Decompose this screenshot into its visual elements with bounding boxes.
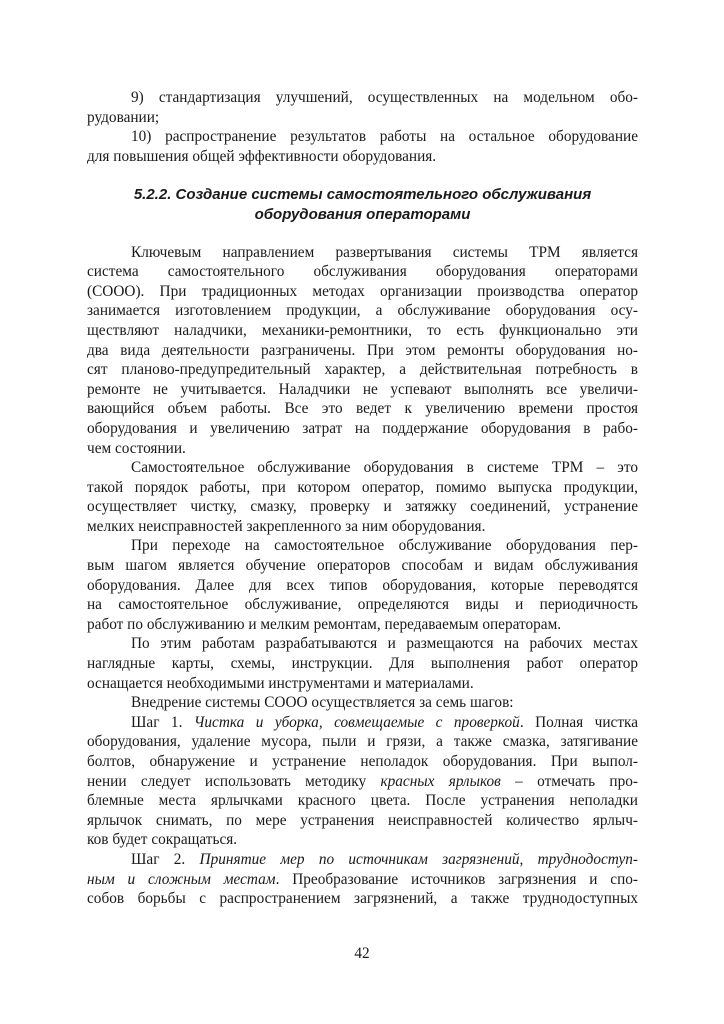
text-line: По этим работам разрабатываются и размещаются на рабочих местах	[131, 635, 638, 653]
step-1-text: – отмечать про-	[500, 772, 639, 790]
text-line: ремонте не учитывается. Наладчики не успевают выполнять все увеличи-	[87, 380, 638, 398]
step-1-title: Чистка и уборка, совмещаемые с проверкой	[193, 713, 520, 731]
text-line: оснащается необходимыми инструментами и материалами.	[87, 674, 474, 692]
text-line: 9) стандартизация улучшений, осуществленных на модельном обо-	[131, 89, 638, 106]
step-2-title: Принятие мер по источникам загрязнений, труднодоступ-	[199, 850, 638, 868]
text-line: оборудования и увеличению затрат на поддержание оборудования в рабо-	[87, 419, 638, 437]
text-line: ков будет сокращаться.	[87, 831, 238, 849]
text-line: оборудования, удаление мусора, пыли и грязи, а также смазка, затягивание	[87, 733, 638, 751]
text-line: работ по обслуживанию и мелким ремонтам, передаваемым операторам.	[87, 615, 562, 633]
text-line	[87, 772, 638, 792]
text-line: ярлычок снимать, по мере устранения неисправностей количество ярлыч-	[87, 811, 638, 829]
step-1-text: нении следует использовать методику	[87, 772, 381, 790]
text-line	[87, 713, 638, 733]
text-line: для повышения общей эффективности оборудования.	[87, 147, 437, 165]
section-heading	[87, 185, 638, 224]
step-1	[87, 713, 638, 850]
step-1-prefix: Шаг 1.	[131, 713, 194, 731]
list-item-10	[87, 127, 638, 166]
text-line	[87, 870, 638, 890]
text-line: занимается изготовлением продукции, а обслуживание оборудования осу-	[87, 302, 638, 320]
section-heading-line-1: 5.2.2. Создание системы самостоятельного обслуживания	[133, 186, 592, 204]
text-line: мелких неисправностей закрепленного за ним оборудования.	[87, 517, 486, 535]
text-line: сят планово-предупредительный характер, а действительная потребность в	[87, 361, 638, 379]
text-line: блемные места ярлычками красного цвета. После устранения неполадки	[87, 792, 638, 810]
text-line: вым шагом является обучение операторов способам и видам обслуживания	[87, 557, 638, 575]
paragraph-4	[87, 634, 638, 693]
red-tags-term: красных ярлыков	[380, 772, 501, 790]
text-line: чем состоянии.	[87, 439, 186, 457]
text-line: болтов, обнаружение и устранение неполадок оборудования. При выпол-	[87, 753, 638, 770]
text-line: такой порядок работы, при котором оператор, помимо выпуска продукции,	[87, 478, 638, 496]
paragraph-3	[87, 536, 638, 634]
text-line: вающийся объем работы. Все это ведет к увеличению времени простоя	[87, 400, 638, 418]
list-item-9	[87, 88, 638, 127]
step-2-text: . Преобразование источников загрязнения и спо-	[275, 870, 638, 888]
paragraph-1	[87, 243, 638, 459]
section-heading-line-2: оборудования операторами	[254, 205, 471, 223]
paragraph-5	[87, 693, 638, 713]
step-2-prefix: Шаг 2.	[131, 850, 200, 868]
text-line: собов борьбы с распространением загрязнений, а также труднодоступных	[87, 890, 638, 908]
text-line: оборудования. Далее для всех типов оборудования, которые переводятся	[87, 576, 638, 594]
paragraph-2	[87, 458, 638, 536]
text-line: два вида деятельности разграничены. При этом ремонты оборудования но-	[87, 341, 638, 359]
step-1-text: . Полная чистка	[519, 713, 638, 731]
text-line: Ключевым направлением развертывания системы ТРМ является	[131, 243, 638, 261]
text-line: рудовании;	[87, 108, 160, 126]
step-2-title: ным и сложным местам	[87, 870, 276, 888]
text-line: Внедрение системы СООО осуществляется за семь шагов:	[131, 694, 514, 712]
text-line: на самостоятельное обслуживание, определяются виды и периодичность	[87, 596, 638, 614]
text-line: ществляют наладчики, механики-ремонтники, то есть функционально эти	[87, 321, 638, 339]
text-column	[87, 88, 638, 909]
text-line: Самостоятельное обслуживание оборудования в системе ТРМ – это	[131, 459, 638, 477]
text-line: осуществляет чистку, смазку, проверку и затяжку соединений, устранение	[87, 498, 638, 516]
spacer	[87, 225, 638, 243]
text-line	[87, 850, 638, 870]
step-2	[87, 850, 638, 909]
text-line: система самостоятельного обслуживания оборудования операторами	[87, 263, 638, 281]
text-line: наглядные карты, схемы, инструкции. Для выполнения работ оператор	[87, 655, 638, 673]
text-line: При переходе на самостоятельное обслуживание оборудования пер-	[131, 537, 638, 555]
text-line: 10) распространение результатов работы на остальное оборудование	[131, 128, 638, 146]
page-number: 42	[354, 945, 370, 962]
text-line: (СООО). При традиционных методах организации производства оператор	[87, 282, 638, 300]
spacer	[87, 166, 638, 185]
